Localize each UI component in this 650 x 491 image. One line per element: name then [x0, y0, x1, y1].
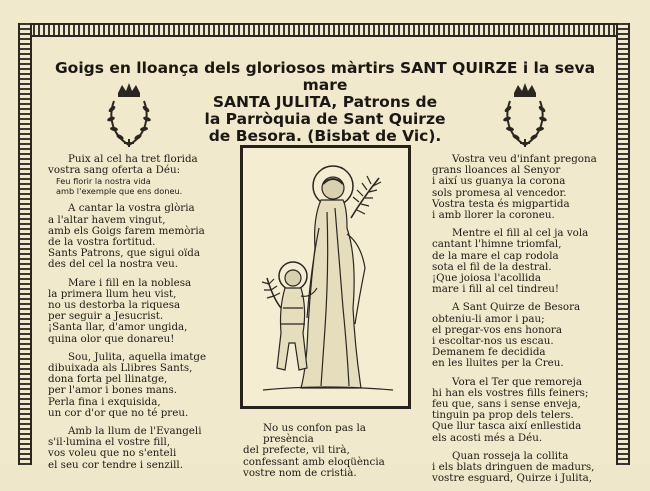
verse-line: ¡Santa llar, d'amor ungida, [48, 321, 188, 334]
verse-line: Amb la llum de l'Evangeli [68, 425, 202, 438]
ornamental-border-left [18, 23, 32, 465]
verse-line: A Sant Quirze de Besora [452, 301, 581, 314]
verse-line: en les lluites per la Creu. [432, 357, 564, 370]
verse-line: Que llur tasca així enllestida [432, 420, 582, 433]
middle-verse-column [243, 423, 413, 479]
refrain-line: Feu florir la nostra vida [56, 176, 151, 187]
verse-line: quina olor que donareu! [48, 332, 175, 345]
verse-line: i així us guanya la corona [432, 175, 566, 188]
verse-stanza [432, 302, 622, 369]
verse-line: hi han els vostres fills feiners; [432, 386, 589, 399]
verse-line: ¡Que joiosa l'acollida [432, 272, 541, 285]
verse-line: vostre esguard, Quirze i Julita, [432, 472, 593, 485]
refrain-line: amb l'exemple que ens doneu. [56, 186, 183, 197]
verse-line: per seguir a Jesucrist. [48, 310, 164, 323]
verse-line: s'il·lumina el vostre fill, [48, 436, 171, 449]
right-verses-column [432, 154, 622, 491]
verse-line: No us confon pas la presència [263, 422, 366, 446]
verse-line: el pregar-vos ens honora [432, 323, 562, 336]
verse-stanza [432, 228, 622, 295]
verse-line: per l'amor i bones mans. [48, 384, 178, 397]
verse-stanza [48, 203, 258, 270]
title-line-4: de Besora. (Bisbat de Vic). [208, 127, 442, 145]
verse-line: cantant l'himne triomfal, [432, 238, 562, 251]
verse-line: i els blats dringuen de madurs, [432, 461, 595, 474]
verse-stanza [48, 278, 258, 345]
verse-line: des del cel la nostra veu. [48, 258, 179, 271]
verse-line: Sou, Julita, aquella imatge [68, 350, 207, 363]
verse-line: Puix al cel ha tret florida [68, 153, 198, 165]
verse-line: Vostra testa és migpartida [432, 197, 570, 210]
ornamental-border-top [18, 23, 630, 37]
crown-laurel-emblem-icon [104, 83, 154, 149]
verse-line: sols promesa al vencedor. [432, 186, 567, 199]
verse-stanza [48, 426, 258, 471]
saints-engraving-image [240, 145, 411, 409]
verse-line: a l'altar havem vingut, [48, 213, 166, 226]
verse-stanza [432, 451, 622, 485]
left-verses-column [48, 154, 258, 478]
verse-line: no us destorba la riquesa [48, 299, 181, 312]
verse-line: Perla fina i exquisida, [48, 395, 161, 408]
verse-line: un cor d'or que no té preu. [48, 406, 189, 419]
title-line-2: SANTA JULITA, Patrons de [212, 93, 438, 111]
verse-line: dibuixada als Llibres Sants, [48, 362, 193, 375]
verse-line: tinguin pa prop dels telers. [432, 409, 574, 422]
verse-line: i escoltar-nos us escau. [432, 335, 554, 348]
verse-line: Quan rosseja la collita [452, 449, 569, 462]
verse-line: Sants Patrons, que sigui oïda [48, 247, 201, 260]
saints-illustration [243, 148, 408, 406]
verse-line: Mare i fill en la noblesa [68, 276, 192, 289]
verse-line: la primera llum heu vist, [48, 287, 177, 300]
verse-line: el seu cor tendre i senzill. [48, 458, 184, 471]
verse-line: vostra sang oferta a Déu: [48, 164, 181, 177]
verse-line: de la vostra fortitud. [48, 236, 156, 249]
verse-line: i amb llorer la coroneu. [432, 209, 555, 222]
verse-line: dona forta pel llinatge, [48, 373, 168, 386]
verse-line: mare i fill al cel tindreu! [432, 283, 560, 296]
verse-line: de la mare el cap rodola [432, 249, 559, 262]
verse-stanza [432, 377, 622, 444]
verse-line: amb els Goigs farem memòria [48, 224, 205, 237]
verse-stanza [48, 154, 258, 196]
verse-line: feu que, sans i sense enveja, [432, 398, 581, 411]
verse-line: vostre nom de cristià. [243, 466, 357, 479]
verse-line: confessant amb eloqüència [243, 455, 385, 468]
verse-line: els acosti més a Déu. [432, 431, 543, 444]
verse-line: vos voleu que no s'enteli [48, 447, 177, 460]
verse-line: grans lloances al Senyor [432, 164, 561, 177]
verse-line: Demanem fe decidida [432, 346, 546, 359]
verse-line: sota el fil de la destral. [432, 260, 552, 273]
verse-line: A cantar la vostra glòria [68, 202, 195, 215]
title-line-3: la Parròquia de Sant Quirze [204, 110, 446, 128]
verse-line: Vora el Ter que remoreja [452, 375, 582, 388]
title-line-1: Goigs en lloança dels gloriosos màrtirs SANT QUIRZE i la seva mare [54, 59, 596, 94]
verse-line: del prefecte, vil tirà, [243, 444, 350, 457]
verse-line: obteniu-li amor i pau; [432, 312, 545, 325]
verse-stanza [432, 154, 622, 221]
verse-stanza [48, 352, 258, 419]
verse-line: Vostra veu d'infant pregona [452, 153, 597, 165]
verse-line: Mentre el fill al cel ja vola [452, 227, 589, 240]
crown-laurel-emblem-icon [500, 83, 550, 149]
